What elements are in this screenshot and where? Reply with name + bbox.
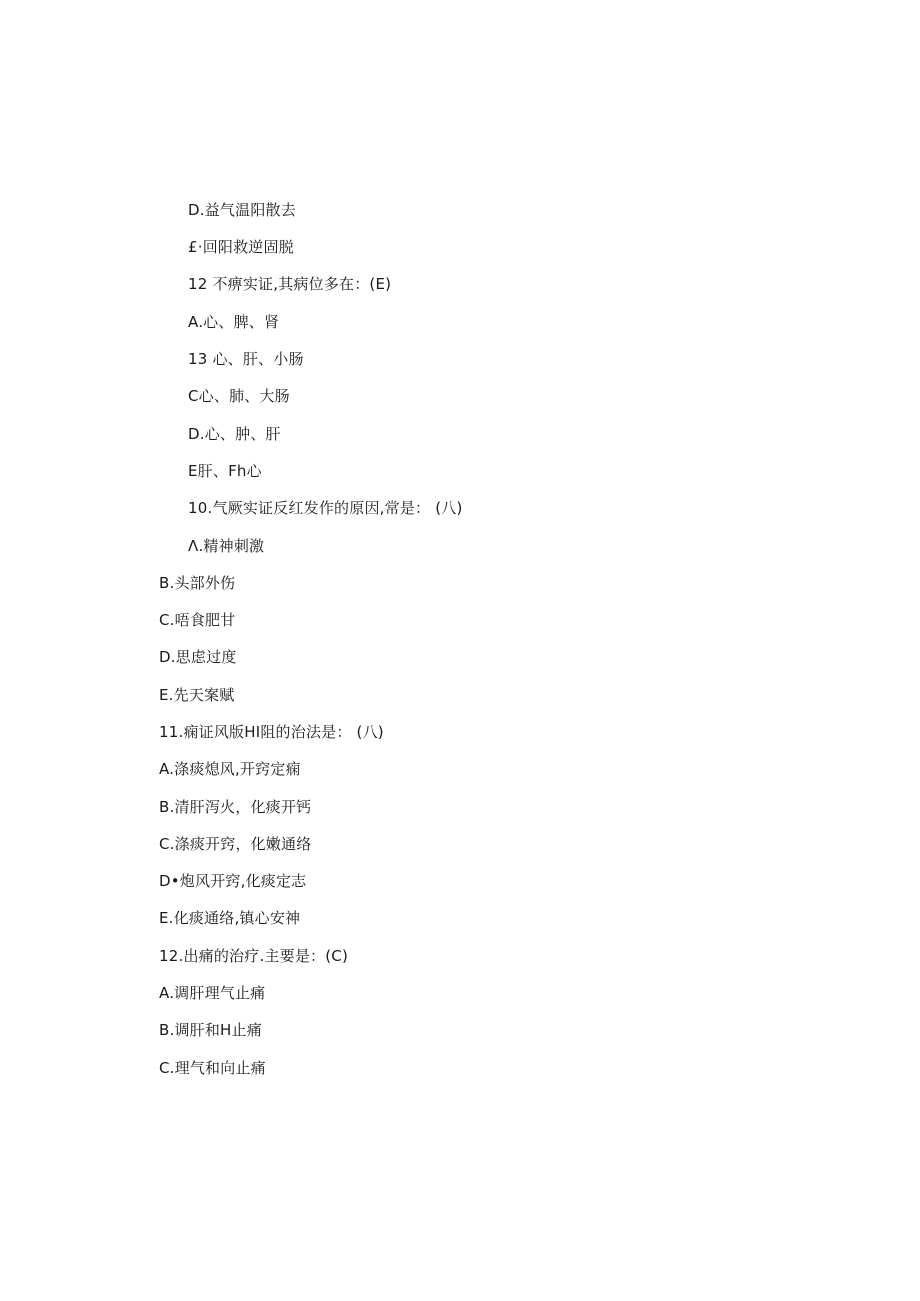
question-11-line: 11.痫证风版HI阻的治法是： (八) bbox=[159, 723, 384, 741]
option-b-line: B.头部外伤 bbox=[159, 574, 236, 592]
option-e-line: £·回阳救逆固脱 bbox=[188, 238, 294, 256]
question-12-line: 12 不痹实证,其病位多在：(E) bbox=[188, 275, 392, 293]
question-10-line: 10.气厥实证反红发作的原因,常是： (八) bbox=[188, 499, 463, 517]
option-e-line: E.先天案赋 bbox=[159, 686, 235, 704]
option-c-line: C.涤痰开窍，化嫩通络 bbox=[159, 835, 312, 853]
option-a-line: A.心、脾、肾 bbox=[188, 313, 280, 331]
option-b-line: B.清肝泻火，化痰开钙 bbox=[159, 798, 312, 816]
option-a-line: A.涤痰熄风,开窍定痫 bbox=[159, 760, 301, 778]
option-d-line: D.益气温阳散去 bbox=[188, 201, 296, 219]
option-a-line: Λ.精神刺激 bbox=[188, 537, 265, 555]
option-b-line: B.调肝和H止痛 bbox=[159, 1021, 262, 1039]
option-c-line: C.理气和向止痛 bbox=[159, 1059, 266, 1077]
option-e-line: E肝、Fh心 bbox=[188, 462, 262, 480]
option-e-line: E.化痰通络,镇心安神 bbox=[159, 909, 301, 927]
option-d-line: D.思虑过度 bbox=[159, 648, 237, 666]
question-12b-line: 12.出痛的治疗.主要是：(C) bbox=[159, 947, 349, 965]
option-a-line: A.调肝理气止痛 bbox=[159, 984, 266, 1002]
option-d-line: D.心、肿、肝 bbox=[188, 425, 281, 443]
option-b-line: 13 心、肝、小肠 bbox=[188, 350, 304, 368]
option-c-line: C.唔食肥甘 bbox=[159, 611, 236, 629]
option-c-line: C心、肺、大肠 bbox=[188, 387, 290, 405]
option-d-line: D•炮风开窍,化痰定志 bbox=[159, 872, 307, 890]
